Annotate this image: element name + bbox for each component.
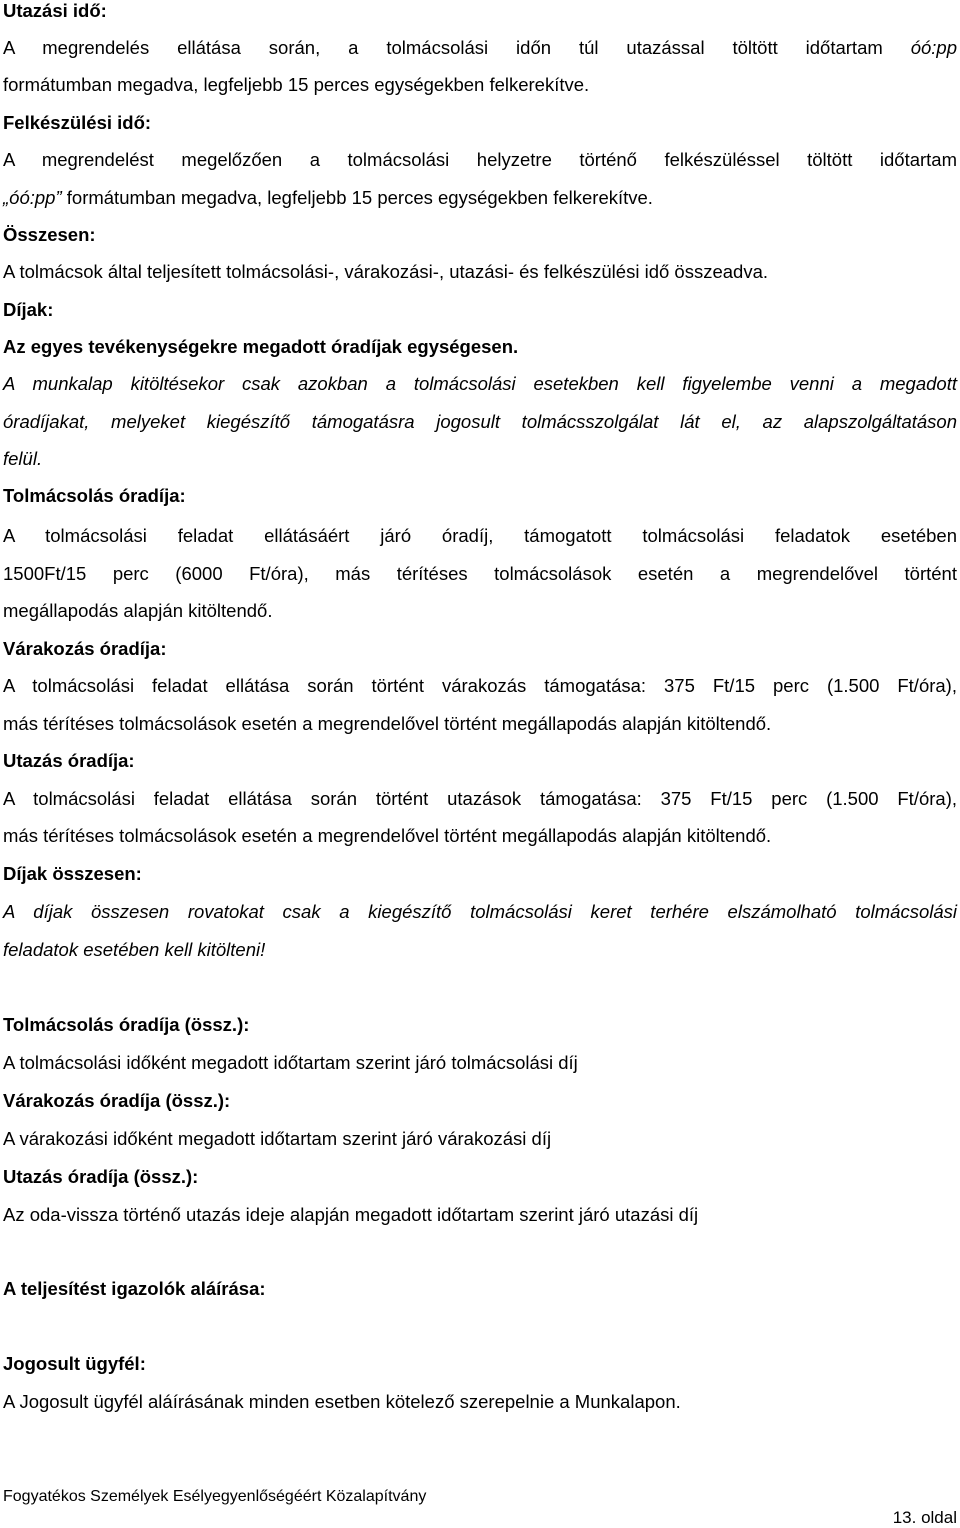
tolmacsolas-oradija-line-1: A tolmácsolási feladat ellátásáért járó óradíj, támogatott tolmácsolási feladatok esetében — [3, 525, 957, 546]
jogosult-ugyfel-line-1: A Jogosult ügyfél aláírásának minden esetben kötelező szerepelnie a Munkalapon. — [3, 1391, 681, 1412]
heading-alairas: A teljesítést igazolók aláírása: — [3, 1278, 266, 1299]
dijak-bold-line: Az egyes tevékenységekre megadott óradíjak egységesen. — [3, 336, 519, 357]
heading-osszesen: Összesen: — [3, 224, 96, 245]
format-hint: óó:pp — [910, 37, 957, 58]
heading-utazas-oradija-ossz: Utazás óradíja (össz.): — [3, 1166, 199, 1187]
utazasi-ido-text: A megrendelés ellátása során, a tolmácsolási időn túl utazással töltött időtartam — [3, 37, 911, 58]
page-number: 13. oldal — [892, 1508, 957, 1527]
heading-jogosult-ugyfel: Jogosult ügyfél: — [3, 1353, 146, 1374]
dijak-osszesen-italic-line-2: feladatok esetében kell kitölteni! — [3, 939, 266, 960]
varakozas-oradija-line-1: A tolmácsolási feladat ellátása során történt várakozás támogatása: 375 Ft/15 perc (1.500 Ft/óra), — [3, 675, 957, 696]
heading-tolmacsolas-oradija: Tolmácsolás óradíja: — [3, 485, 186, 506]
utazasi-ido-line-2: formátumban megadva, legfeljebb 15 perces egységekben felkerekítve. — [3, 74, 590, 95]
osszesen-line-1: A tolmácsok által teljesített tolmácsolási-, várakozási-, utazási- és felkészülési idő összeadva. — [3, 261, 768, 282]
utazas-oradija-line-2: más térítéses tolmácsolások esetén a megrendelővel történt megállapodás alapján kitöltendő. — [3, 825, 772, 846]
utazas-oradija-ossz-line-1: Az oda-vissza történő utazás ideje alapján megadott időtartam szerint járó utazási díj — [3, 1204, 699, 1225]
heading-utazasi-ido: Utazási idő: — [3, 0, 107, 21]
varakozas-oradija-line-2: más térítéses tolmácsolások esetén a megrendelővel történt megállapodás alapján kitöltendő. — [3, 713, 772, 734]
heading-dijak: Díjak: — [3, 299, 54, 320]
felkeszulesi-ido-line-2 — [3, 187, 653, 209]
felkeszulesi-ido-line-1: A megrendelést megelőzően a tolmácsolási helyzetre történő felkészüléssel töltött időtartam — [3, 149, 957, 170]
footer-organization: Fogyatékos Személyek Esélyegyenlőségéért Közalapítvány — [3, 1488, 427, 1505]
dijak-italic-line-1: A munkalap kitöltésekor csak azokban a tolmácsolási esetekben kell figyelembe venni a megadott — [3, 373, 957, 394]
heading-felkeszulesi-ido: Felkészülési idő: — [3, 112, 152, 133]
heading-varakozas-oradija-ossz: Várakozás óradíja (össz.): — [3, 1090, 231, 1111]
utazas-oradija-line-1: A tolmácsolási feladat ellátása során történt utazások támogatása: 375 Ft/15 perc (1.500 Ft/óra), — [3, 788, 957, 809]
format-hint: „óó:pp” — [3, 187, 67, 208]
varakozas-oradija-ossz-line-1: A várakozási időként megadott időtartam szerint járó várakozási díj — [3, 1128, 552, 1149]
heading-varakozas-oradija: Várakozás óradíja: — [3, 638, 167, 659]
heading-dijak-osszesen: Díjak összesen: — [3, 863, 142, 884]
felkeszulesi-ido-text: formátumban megadva, legfeljebb 15 perces egységekben felkerekítve. — [66, 187, 653, 208]
tolmacsolas-oradija-ossz-line-1: A tolmácsolási időként megadott időtartam szerint járó tolmácsolási díj — [3, 1052, 578, 1073]
dijak-osszesen-italic-line-1: A díjak összesen rovatokat csak a kiegészítő tolmácsolási keret terhére elszámolható tolmácsolási — [3, 901, 957, 922]
dijak-italic-line-2: óradíjakat, melyeket kiegészítő támogatásra jogosult tolmácsszolgálat lát el, az alapszolgáltatáson — [3, 411, 957, 432]
utazasi-ido-line-1 — [3, 37, 957, 59]
tolmacsolas-oradija-line-2: 1500Ft/15 perc (6000 Ft/óra), más térítéses tolmácsolások esetén a megrendelővel történt — [3, 563, 957, 584]
dijak-italic-line-3: felül. — [3, 448, 43, 469]
heading-tolmacsolas-oradija-ossz: Tolmácsolás óradíja (össz.): — [3, 1014, 250, 1035]
heading-utazas-oradija: Utazás óradíja: — [3, 750, 135, 771]
tolmacsolas-oradija-line-3: megállapodás alapján kitöltendő. — [3, 600, 273, 621]
